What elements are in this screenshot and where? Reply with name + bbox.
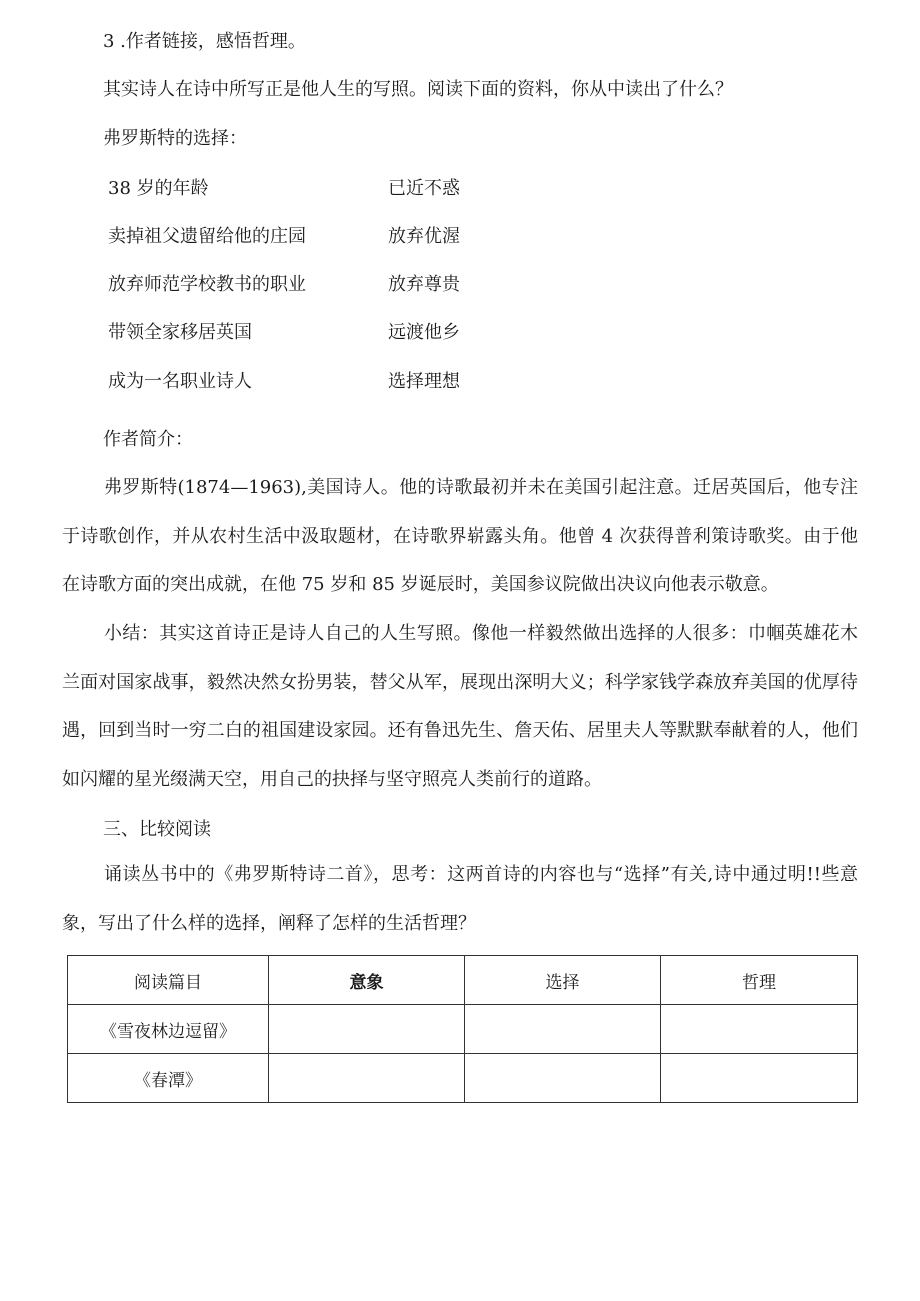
row-philosophy-cell[interactable] — [661, 1054, 858, 1103]
row-philosophy-cell[interactable] — [661, 1005, 858, 1054]
row-imagery-cell[interactable] — [269, 1054, 465, 1103]
row-title: 《春潭》 — [68, 1054, 269, 1103]
table-row — [68, 1054, 858, 1103]
summary-paragraph: 小结：其实这首诗正是诗人自己的人生写照。像他一样毅然做出选择的人很多：巾帼英雄花木兰面对国家战事，毅然决然女扮男装，替父从军，展现出深明大义；科学家钱学森放弃美国的优厚待遇，回到当时一穷二白的祖国建设家园。还有鲁迅先生、詹天佑、居里夫人等默默奉献着的人，他们如闪耀的星光缀满天空，用自己的抉择与坚守照亮人类前行的道路。 — [62, 623, 858, 790]
choice-fact-3: 放弃师范学校教书的职业 — [108, 274, 306, 295]
row-imagery-cell[interactable] — [269, 1005, 465, 1054]
row-choice-cell[interactable] — [465, 1054, 661, 1103]
choice-fact-1: 38 岁的年龄 — [108, 178, 209, 199]
compare-heading: 三、比较阅读 — [103, 819, 211, 840]
header-imagery: 意象 — [269, 956, 465, 1005]
header-title: 阅读篇目 — [68, 956, 269, 1005]
table-row — [68, 1005, 858, 1054]
choice-meaning-1: 已近不惑 — [388, 178, 460, 199]
choice-fact-5: 成为一名职业诗人 — [108, 371, 252, 392]
choice-meaning-2: 放弃优渥 — [388, 226, 460, 247]
section3-heading: 3 .作者链接，感悟哲理。 — [103, 31, 306, 52]
choice-fact-4: 带领全家移居英国 — [108, 322, 252, 343]
header-philosophy: 哲理 — [661, 956, 858, 1005]
reading-table — [67, 955, 858, 1103]
choice-meaning-4: 远渡他乡 — [388, 322, 460, 343]
choice-fact-2: 卖掉祖父遗留给他的庄园 — [108, 226, 306, 247]
table-header-row — [68, 956, 858, 1005]
choice-meaning-5: 选择理想 — [388, 371, 460, 392]
compare-prompt: 诵读丛书中的《弗罗斯特诗二首》，思考：这两首诗的内容也与“选择”有关,诗中通过明!!些意象，写出了什么样的选择，阐释了怎样的生活哲理？ — [62, 864, 858, 934]
choice-meaning-3: 放弃尊贵 — [388, 274, 460, 295]
row-title: 《雪夜林边逗留》 — [68, 1005, 269, 1054]
author-title: 作者简介： — [103, 429, 193, 450]
section3-prompt: 其实诗人在诗中所写正是他人生的写照。阅读下面的资料，你从中读出了什么？ — [103, 79, 733, 100]
choice-title: 弗罗斯特的选择： — [103, 128, 247, 149]
header-choice: 选择 — [465, 956, 661, 1005]
row-choice-cell[interactable] — [465, 1005, 661, 1054]
author-bio: 弗罗斯特(1874—1963),美国诗人。他的诗歌最初并未在美国引起注意。迁居英国后，他专注于诗歌创作，并从农村生活中汲取题材，在诗歌界崭露头角。他曾 4 次获得普利策诗歌奖。由于他在诗歌方面的突出成就，在他 75 岁和 85 岁诞辰时，美国参议院做出决议向他表示敬意。 — [62, 477, 858, 595]
